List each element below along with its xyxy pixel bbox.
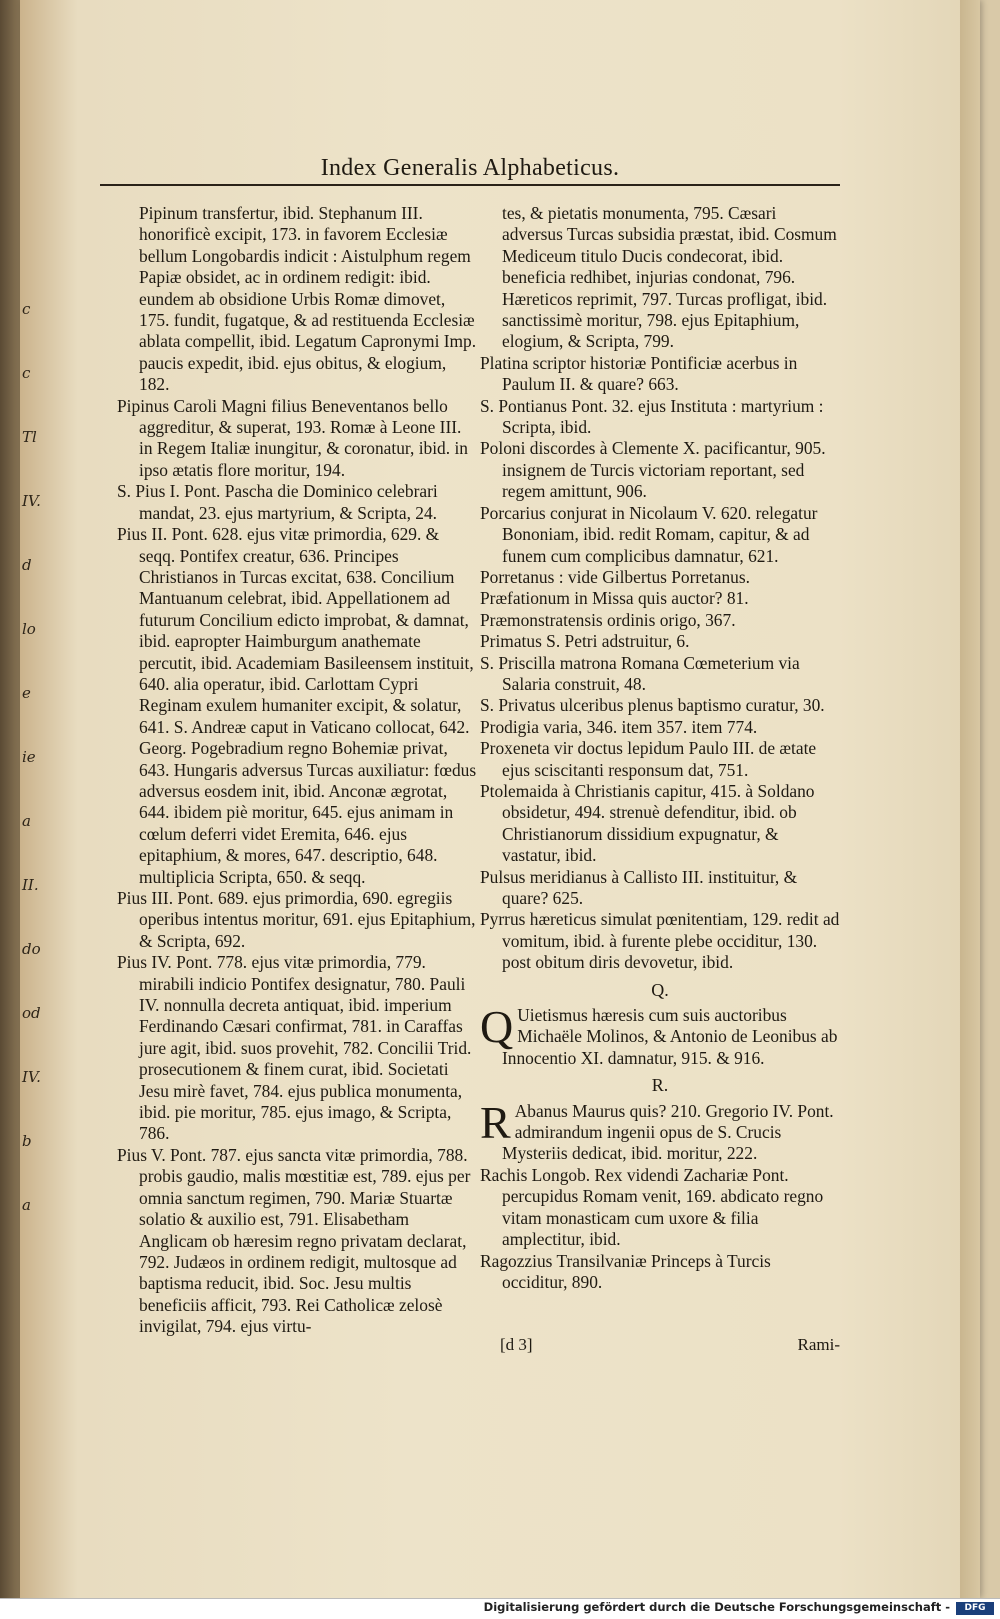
left-column — [117, 203, 477, 1338]
margin-fragment: IV. — [22, 492, 41, 510]
margin-fragment: d — [22, 556, 32, 574]
index-entry: Poloni discordes à Clemente X. pacificantur, 905. insignem de Turcis victoriam reportant, sed regem amittunt, 906. — [480, 438, 826, 502]
margin-fragment: IV. — [22, 1068, 41, 1086]
r-section-entries — [480, 1165, 840, 1293]
index-entry: Porcarius conjurat in Nicolaum V. 620. relegatur Bononiam, ibid. redit Romam, capitur, & ad funem cum complicibus damnatur, 621. — [480, 502, 818, 566]
page-fore-edge — [960, 0, 980, 1598]
section-heading-q: Q. — [651, 979, 669, 1000]
credit-text: Digitalisierung gefördert durch die Deutsche Forschungsgemeinschaft - — [483, 1600, 950, 1614]
index-entry: Pyrrus hæreticus simulat pœnitentiam, 129. redit ad vomitum, ibid. à furente plebe occiditur, 130. post obitum diris devovetur, ibid. — [480, 909, 840, 973]
margin-fragment: c — [22, 300, 31, 318]
margin-fragment: c — [22, 364, 31, 382]
index-entry: Pipinus Caroli Magni filius Beneventanos bello aggreditur, & superat, 193. Romæ à Leone III. in Regem Italiæ inungitur, & coronatur, ibid. in ipso ætatis flore moritur, 194. — [117, 395, 468, 480]
catchword: Rami- — [797, 1335, 840, 1354]
margin-fragment: lo — [22, 620, 36, 638]
index-entry: S. Priscilla matrona Romana Cœmeterium via Salaria construit, 48. — [480, 652, 800, 694]
margin-fragment: a — [22, 1196, 31, 1214]
index-entry: Præfationum in Missa quis auctor? 81. — [480, 588, 749, 609]
index-entry: Pius II. Pont. 628. ejus vitæ primordia, 629. & seqq. Pontifex creatur, 636. Principes Christianos in Turcas excitat, 638. Concilium Mantuanum celebrat, ibid. Appellationem ad futurum Concilium edicto improbat, & damnat, ibid. eapropter Haimburgum anathemate percutit, ibid. Academiam Basileensem instituit, 640. alia operatur, ibid. Carlottam Cypri Reginam exulem humaniter excipit, & solatur, 641. S. Andreæ caput in Vaticano collocat, 642. Georg. Pogebradium regno Bohemiæ privat, 643. Hungaris adversus Turcas auxiliatur: fœdus adversus eosdem init, ibid. Anconæ ægrotat, 644. ibidem piè moritur, 645. ejus animam in cœlum deferri videt Eremita, 646. ejus epitaphium, & mores, 647. descriptio, 648. multiplicia Scripta, 650. & seqq. — [117, 524, 477, 887]
dropcap-r: R — [480, 1100, 511, 1148]
index-entry: Pipinum transfertur, ibid. Stephanum III. honorificè excipit, 173. in favorem Ecclesiæ bellum Longobardis indicit : Aistulphum regem Papiæ obsidet, ac in ordinem redigit: ibid. eundem ab obsidione Urbis Romæ dimovet, 175. fundit, fugatque, & ad restituenda Ecclesiæ ablata compellit, ibid. Legatum Capronymi Imp. paucis expedit, ibid. ejus obitus, & elogium, 182. — [139, 203, 477, 395]
index-entry: Rachis Longob. Rex videndi Zachariæ Pont. percupidus Romam venit, 169. abdicato regno vitam monasticam cum uxore & filia amplectitur, ibid. — [480, 1164, 824, 1250]
right-column-entries — [480, 203, 840, 974]
margin-fragment: e — [22, 684, 31, 702]
index-entry: Platina scriptor historiæ Pontificiæ acerbus in Paulum II. & quare? 663. — [480, 352, 798, 395]
index-entry: Prodigia varia, 346. item 357. item 774. — [480, 716, 758, 737]
index-entry: Ptolemaida à Christianis capitur, 415. à Soldano obsidetur, 494. strenuè defenditur, ibid. ob Christianorum dissidium expugnatur, & vastatur, ibid. — [480, 780, 815, 866]
entry-text: Abanus Maurus quis? 210. Gregorio IV. Pont. admirandum ingenii opus de S. Crucis Mysteriis dedicat, ibid. moritur, 222. — [502, 1100, 834, 1164]
index-entry: S. Pontianus Pont. 32. ejus Instituta : martyrium : Scripta, ibid. — [480, 395, 824, 438]
dfg-logo: DFG — [956, 1602, 994, 1615]
margin-fragment: do — [22, 940, 41, 958]
entry-text: Uietismus hæresis cum suis auctoribus Michaële Molinos, & Antonio de Leonibus ab Innocentio XI. damnatur, 915. & 916. — [502, 1005, 838, 1068]
section-heading-r: R. — [651, 1075, 669, 1096]
index-entry: Pius III. Pont. 689. ejus primordia, 690. egregiis operibus intentus moritur, 691. ejus Epitaphium, & Scripta, 692. — [117, 888, 476, 951]
index-entry: Primatus S. Petri adstruitur, 6. — [480, 631, 690, 652]
dropcap-q: Q — [480, 1005, 514, 1053]
margin-fragment: II. — [22, 876, 39, 894]
page-header — [100, 155, 840, 186]
index-entry: Pius IV. Pont. 778. ejus vitæ primordia, 779. mirabili indicio Pontifex designatur, 780. Pauli IV. nonnulla decreta antiquat, ibid. imperium Ferdinando Cæsari confirmat, 781. in Caraffas jure agit, ibid. suos provehit, 782. Concilii Trid. prosecutionem & finem curat, ibid. Societati Jesu mirè favet, 784. ejus publica monumenta, ibid. pie moritur, 785. ejus imago, & Scripta, 786. — [117, 952, 472, 1144]
index-entry: S. Privatus ulceribus plenus baptismo curatur, 30. — [480, 695, 825, 716]
index-entry-rabanus — [480, 1101, 840, 1165]
index-entry: Porretanus : vide Gilbertus Porretanus. — [480, 566, 750, 587]
margin-fragment: b — [22, 1132, 32, 1150]
index-entry: tes, & pietatis monumenta, 795. Cæsari adversus Turcas subsidia præstat, ibid. Cosmum Mediceum titulo Ducis condecorat, ibid. beneficia redhibet, injurias condonat, 796. Hæreticos reprimit, 797. Turcas profligat, ibid. sanctissimè moritur, 798. ejus Epitaphium, elogium, & Scripta, 799. — [502, 203, 837, 352]
index-entry: S. Pius I. Pont. Pascha die Dominico celebrari mandat, 23. ejus martyrium, & Scripta, 24. — [117, 481, 438, 523]
page-title: Index Generalis Alphabeticus. — [100, 155, 840, 186]
index-entry: Pius V. Pont. 787. ejus sancta vitæ primordia, 788. probis gaudio, malis mœstitiæ est, 789. ejus per omnia sanctum regimen, 790. Mariæ Stuartæ solatio & auxilio est, 791. Elisabetham Anglicam ob hæresim regno privatam declarat, 792. Judæos in ordinem redigit, multosque ad baptisma reducit, ibid. Soc. Jesu multis beneficiis afficit, 793. Rei Catholicæ zelosè invigilat, 794. ejus virtu- — [117, 1144, 471, 1337]
right-column — [480, 203, 840, 1293]
index-entry: Ragozzius Transilvaniæ Princeps à Turcis occiditur, 890. — [480, 1250, 771, 1292]
digitization-credit-bar — [0, 1598, 1000, 1619]
margin-fragment: Tl — [22, 428, 37, 446]
margin-fragment: ie — [22, 748, 36, 766]
index-entry: Præmonstratensis ordinis origo, 367. — [480, 609, 736, 630]
margin-fragment: od — [22, 1004, 41, 1022]
index-entry: Proxeneta vir doctus lepidum Paulo III. de ætate ejus sciscitanti responsum dat, 751. — [480, 738, 817, 780]
margin-fragment: a — [22, 812, 31, 830]
signature-mark: [d 3] — [500, 1335, 533, 1354]
left-margin-fragments — [20, 300, 42, 1300]
index-entry-quietismus — [480, 1005, 840, 1069]
index-entry: Pulsus meridianus à Callisto III. instituitur, & quare? 625. — [480, 866, 798, 908]
